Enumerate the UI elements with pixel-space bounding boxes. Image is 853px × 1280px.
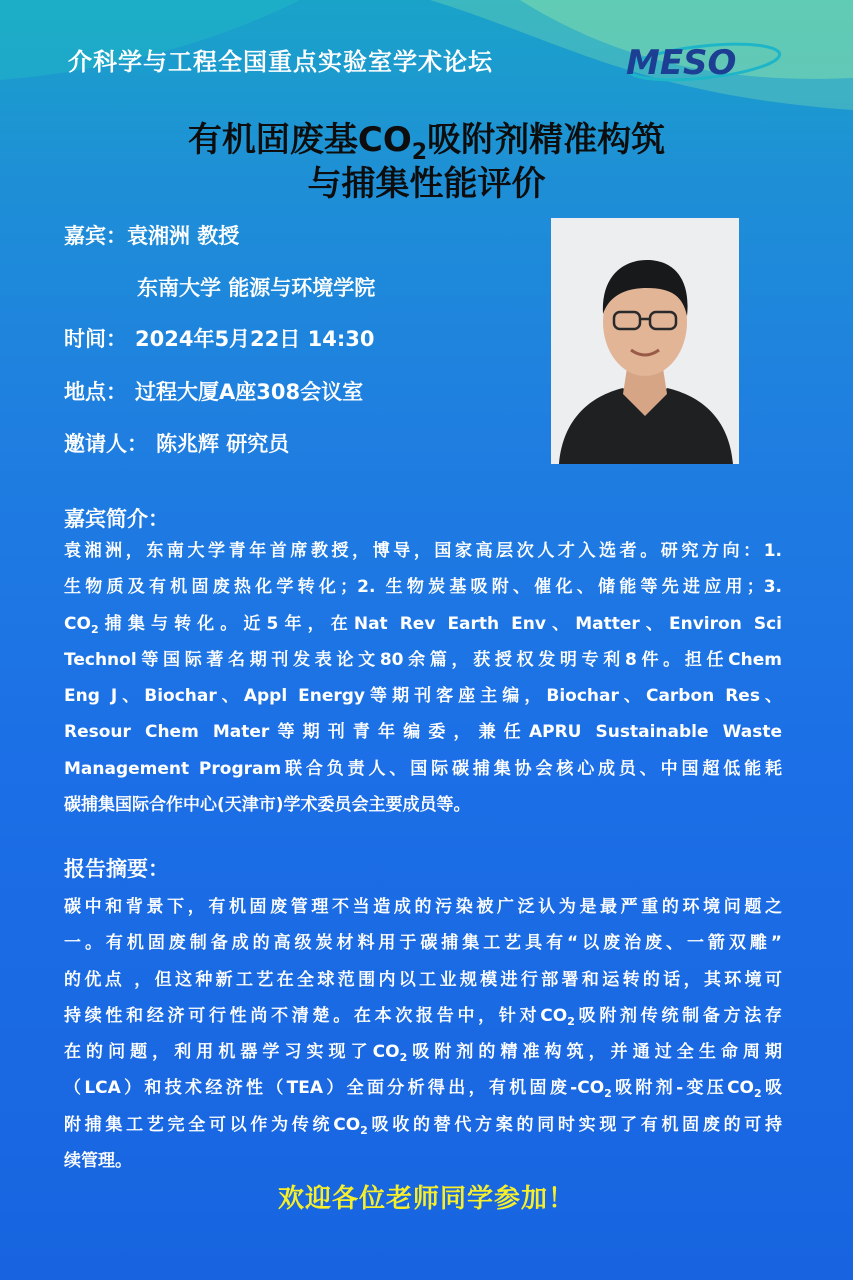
talk-title-line1: 有机固废基$CO_2$吸附剂精准构筑 bbox=[187, 120, 666, 165]
abstract-line: 碳中和背景下，有机固废管理不当造成的污染被广泛认为是最严重的环境问题之 bbox=[64, 897, 782, 917]
bio-line: 袁湘洲，东南大学青年首席教授，博导，国家高层次人才入选者。研究方向：1. bbox=[64, 541, 782, 561]
place-value: 过程大厦A座308会议室 bbox=[135, 380, 364, 404]
bio-line: Management Program联合负责人、国际碳捕集协会核心成员、中国超低能耗 bbox=[64, 758, 782, 779]
abstract-heading: 报告摘要： bbox=[64, 857, 169, 881]
place-row bbox=[64, 376, 363, 406]
talk-title-line2: 与捕集性能评价 bbox=[307, 164, 546, 204]
time-value: 2024年5月22日 14:30 bbox=[135, 327, 375, 351]
speaker-photo bbox=[551, 218, 739, 464]
forum-title: 介科学与工程全国重点实验室学术论坛 bbox=[68, 48, 493, 76]
abstract-line: 一。有机固废制备成的高级炭材料用于碳捕集工艺具有“以废治废、一箭双雕” bbox=[64, 933, 782, 954]
place-label: 地点： bbox=[64, 380, 127, 404]
bio-line: $CO_2$捕集与转化。近5年，在Nat Rev Earth Env、Matter、Environ Sci bbox=[64, 613, 782, 636]
inviter-row bbox=[64, 428, 289, 458]
time-label: 时间： bbox=[64, 327, 127, 351]
logo-text: MESO bbox=[626, 43, 737, 83]
bio-line: Eng J、Biochar、Appl Energy等期刊客座主编，Biochar、Carbon Res、 bbox=[64, 686, 782, 707]
bio-line: 生物质及有机固废热化学转化；2. 生物炭基吸附、催化、储能等先进应用；3. bbox=[64, 577, 782, 598]
speaker-portrait bbox=[551, 218, 739, 464]
abstract-line: 附捕集工艺完全可以作为传统$CO_2$吸收的替代方案的同时实现了有机固废的可持 bbox=[64, 1114, 782, 1137]
talk-title bbox=[0, 118, 853, 206]
bio-heading: 嘉宾简介： bbox=[64, 507, 169, 531]
bio-text bbox=[64, 533, 782, 823]
time-row bbox=[64, 323, 374, 353]
abstract-line: 持续性和经济可行性尚不清楚。在本次报告中，针对$CO_2$吸附剂传统制备方法存 bbox=[64, 1005, 782, 1028]
bio-line: Resour Chem Mater等期刊青年编委，兼任APRU Sustainable Waste bbox=[64, 722, 782, 743]
affiliation: 东南大学 能源与环境学院 bbox=[137, 276, 376, 300]
guest-value: 袁湘洲 教授 bbox=[127, 224, 240, 248]
abstract-line: （LCA）和技术经济性（TEA）全面分析得出，有机固废$-CO_2$吸附剂-变压$CO_2$吸 bbox=[64, 1078, 782, 1101]
abstract-text bbox=[64, 889, 782, 1179]
meso-logo bbox=[622, 36, 782, 86]
abstract-line: 续管理。 bbox=[64, 1151, 132, 1172]
abstract-line: 在的问题，利用机器学习实现了$CO_2$吸附剂的精准构筑，并通过全生命周期 bbox=[64, 1042, 782, 1065]
inviter-label: 邀请人： bbox=[64, 432, 148, 456]
bio-line: Technol等国际著名期刊发表论文80余篇，获授权发明专利8件。担任Chem bbox=[64, 649, 782, 670]
bio-line: 碳捕集国际合作中心(天津市)学术委员会主要成员等。 bbox=[64, 795, 471, 816]
welcome-message: 欢迎各位老师同学参加！ bbox=[277, 1184, 575, 1214]
guest-row bbox=[64, 220, 239, 250]
inviter-value: 陈兆辉 研究员 bbox=[156, 432, 290, 456]
abstract-line: 的优点 ，但这种新工艺在全球范围内以工业规模进行部署和运转的话，其环境可 bbox=[64, 969, 782, 990]
guest-label: 嘉宾： bbox=[64, 224, 127, 248]
